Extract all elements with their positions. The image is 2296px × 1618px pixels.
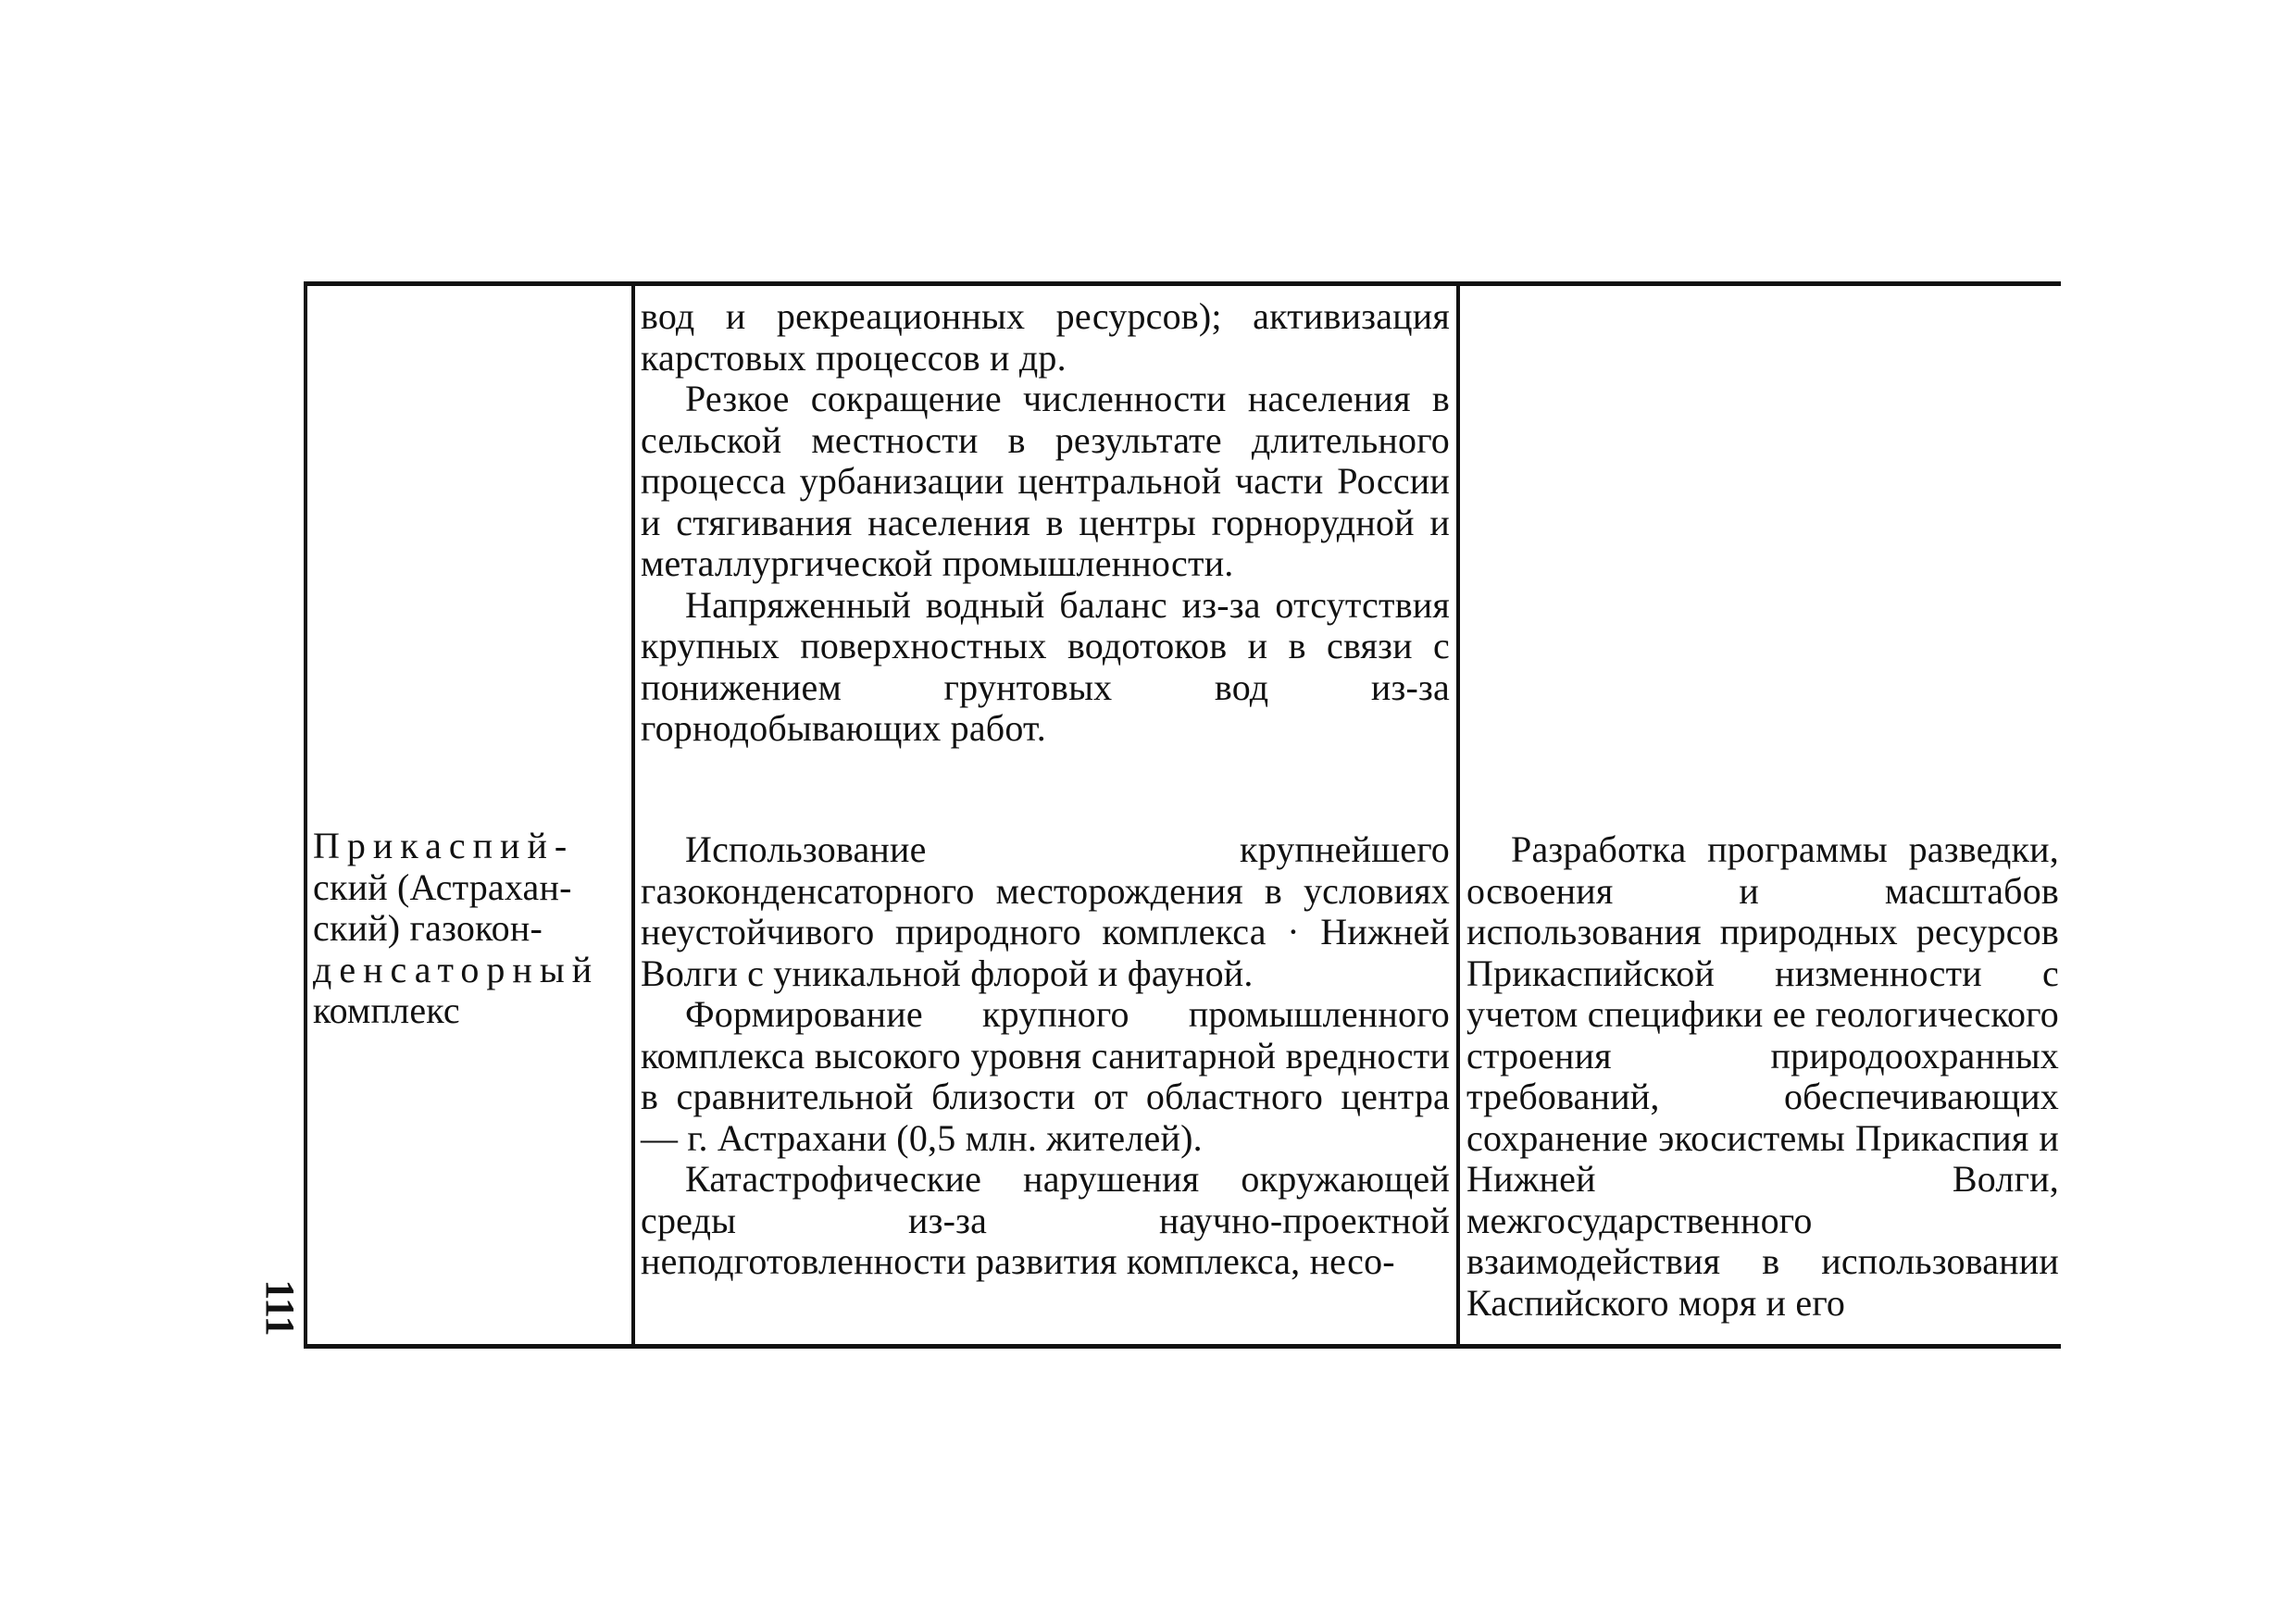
caspian-problem-paragraph-2: Формирование крупного промышленного комплекса высокого уровня санитарной вредности в сравнительной близости от областного центра — г. Астрахани (0,5 млн. жителей).	[641, 993, 1450, 1159]
table-column-divider-left	[304, 281, 307, 1349]
region-name-line-4: денсаторный	[313, 948, 600, 990]
continued-row-problems-cell	[641, 296, 1450, 750]
table-column-divider-middle	[631, 281, 635, 1349]
table-column-divider-right	[1456, 281, 1460, 1349]
table-bottom-rule	[304, 1344, 2061, 1349]
continued-paragraph-3: Напряженный водный баланс из-за отсутствия крупных поверхностных водотоков и в связи с понижением грунтовых вод из-за горнодобывающих работ.	[641, 583, 1450, 749]
region-name-line-2: ский (Астрахан-	[313, 865, 572, 908]
continued-paragraph-1: вод и рекреационных ресурсов); активизация карстовых процессов и др.	[641, 295, 1450, 379]
table-top-rule	[304, 281, 2061, 286]
caspian-problems-cell	[641, 829, 1450, 1283]
region-name-line-3: ский) газокон-	[313, 907, 543, 949]
continued-paragraph-2: Резкое сокращение численности населения в сельской местности в результате длительного процесса урбанизации центральной части России и стягивания населения в центры горнорудной и металлургической промышленности.	[641, 378, 1450, 584]
caspian-problem-paragraph-1: Использование крупнейшего газоконденсаторного месторождения в условиях неустойчивого природного комплекса · Нижней Волги с уникальной флорой и фауной.	[641, 828, 1450, 994]
region-name-line-1: Прикаспий-	[313, 825, 575, 866]
caspian-problem-paragraph-3: Катастрофические нарушения окружающей среды из-за научно-проектной неподготовленности развития комплекса, несо-	[641, 1158, 1450, 1282]
caspian-measures-cell	[1466, 829, 2059, 1324]
page-number: 111	[257, 1279, 303, 1337]
caspian-measures-paragraph: Разработка программы разведки, освоения и масштабов использования природных ресурсов Прикаспийской низменности с учетом специфики ее геологического строения природоохранных требований, обеспечивающих сохранение экосистемы Прикаспия и Нижней Волги, межгосударственного взаимодействия в использовании Каспийского моря и его	[1466, 828, 2059, 1324]
region-name-cell	[313, 826, 621, 1032]
region-name-line-5: комплекс	[313, 989, 460, 1031]
